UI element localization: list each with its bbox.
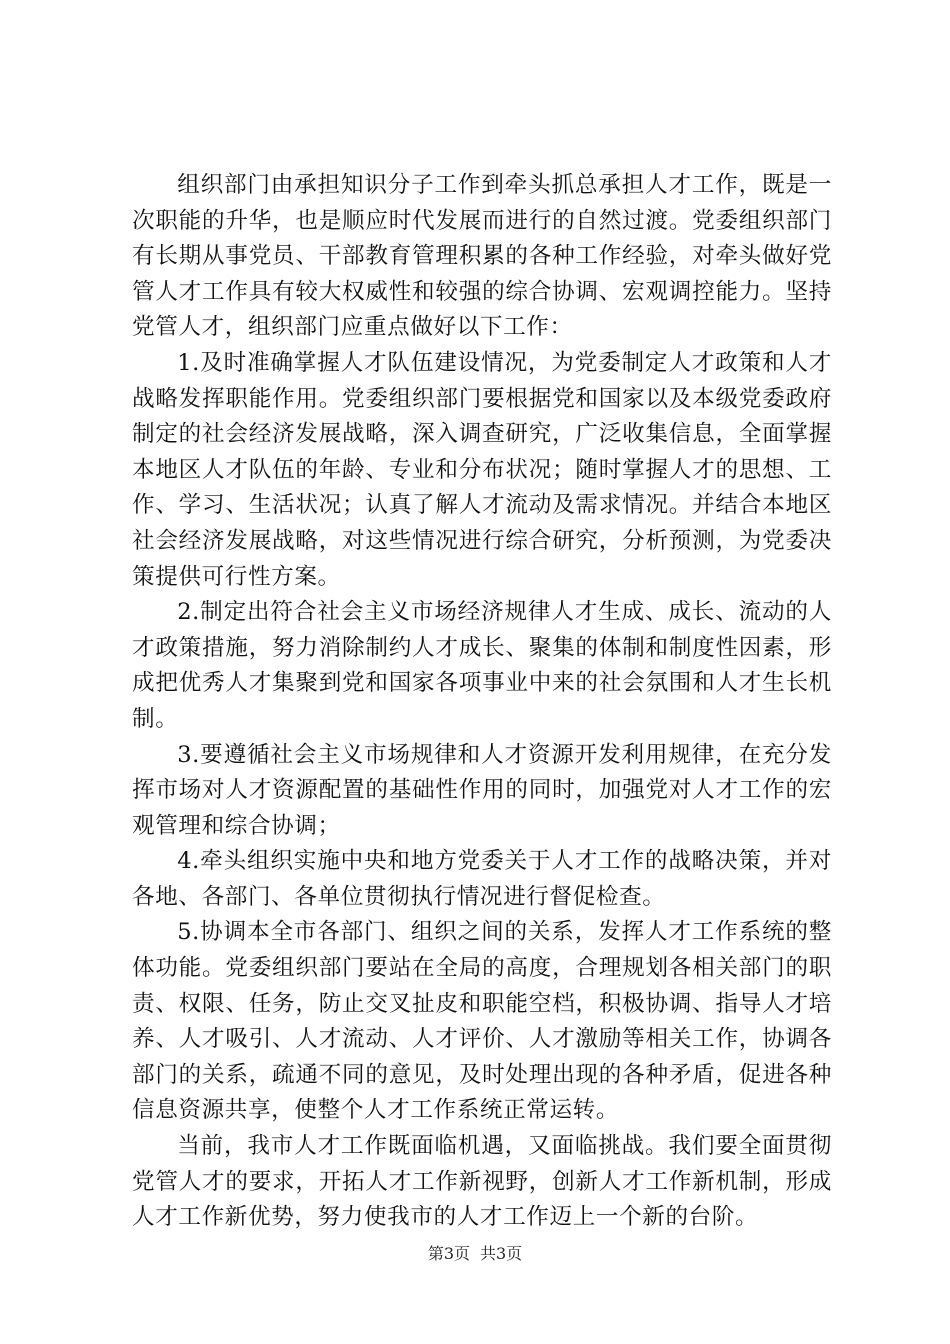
item-2-paragraph: 2.制定出符合社会主义市场经济规律人才生成、成长、流动的人才政策措施，努力消除制约人才成长、聚集的体制和制度性因素，形成把优秀人才集聚到党和国家各项事业中来的社会氛围和人才生长机制。 bbox=[132, 599, 832, 732]
item-1-paragraph: 1.及时准确掌握人才队伍建设情况，为党委制定人才政策和人才战略发挥职能作用。党委组织部门要根据党和国家以及本级党委政府制定的社会经济发展战略，深入调查研究，广泛收集信息，全面掌握本地区人才队伍的年龄、专业和分布状况；随时掌握人才的思想、工作、学习、生活状况；认真了解人才流动及需求情况。并结合本地区社会经济发展战略，对这些情况进行综合研究，分析预测，为党委决策提供可行性方案。 bbox=[132, 349, 832, 590]
page-total: 共3页 bbox=[480, 1244, 523, 1263]
conclusion-paragraph: 当前，我市人才工作既面临机遇，又面临挑战。我们要全面贯彻党管人才的要求，开拓人才工作新视野，创新人才工作新机制，形成人才工作新优势，努力使我市的人才工作迈上一个新的台阶。 bbox=[132, 1133, 832, 1231]
item-4-paragraph: 4.牵头组织实施中央和地方党委关于人才工作的战略决策，并对各地、各部门、各单位贯彻执行情况进行督促检查。 bbox=[132, 848, 832, 910]
intro-paragraph: 组织部门由承担知识分子工作到牵头抓总承担人才工作，既是一次职能的升华，也是顺应时代发展而进行的自然过渡。党委组织部门有长期从事党员、干部教育管理积累的各种工作经验，对牵头做好党管人才工作具有较大权威性和较强的综合协调、宏观调控能力。坚持党管人才，组织部门应重点做好以下工作： bbox=[132, 172, 832, 341]
page-footer bbox=[0, 1243, 950, 1265]
document-body bbox=[132, 168, 832, 1236]
page-number: 第3页 bbox=[427, 1244, 470, 1263]
item-3-paragraph: 3.要遵循社会主义市场规律和人才资源开发利用规律，在充分发挥市场对人才资源配置的基础性作用的同时，加强党对人才工作的宏观管理和综合协调； bbox=[132, 741, 832, 839]
item-5-paragraph: 5.协调本全市各部门、组织之间的关系，发挥人才工作系统的整体功能。党委组织部门要站在全局的高度，合理规划各相关部门的职责、权限、任务，防止交叉扯皮和职能空档，积极协调、指导人才培养、人才吸引、人才流动、人才评价、人才激励等相关工作，协调各部门的关系，疏通不同的意见，及时处理出现的各种矛盾，促进各种信息资源共享，使整个人才工作系统正常运转。 bbox=[132, 919, 832, 1124]
